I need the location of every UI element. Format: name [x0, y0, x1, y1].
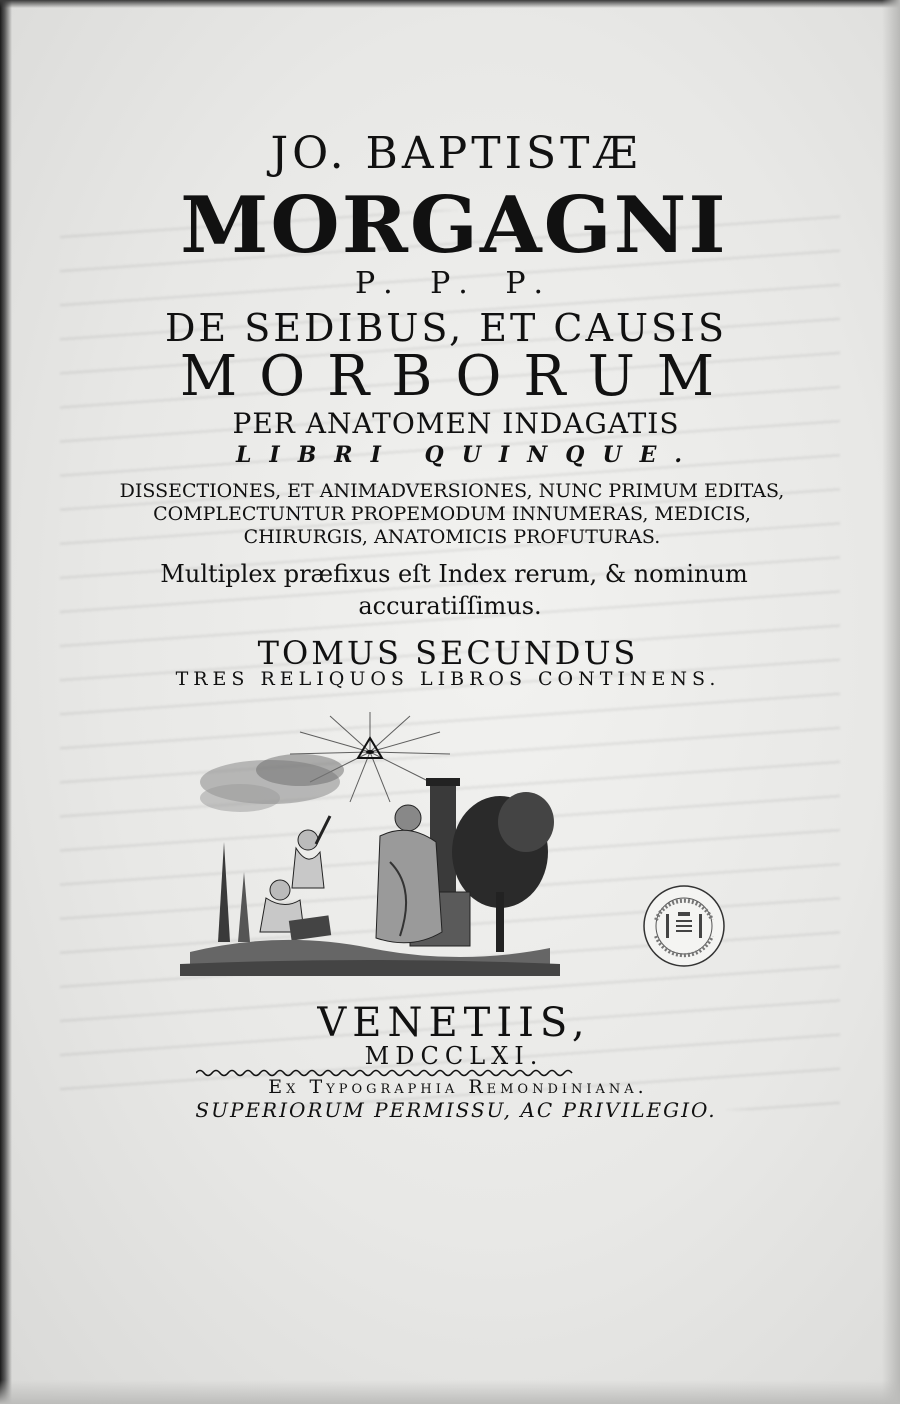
imprint-privilege: SUPERIORUM PERMISSU, AC PRIVILEGIO. — [195, 1098, 717, 1122]
description-line-3: CHIRURGIS, ANATOMICIS PROFUTURAS. — [243, 526, 661, 548]
page-edge-top — [0, 0, 900, 8]
library-stamp-icon — [642, 884, 726, 968]
author-surname: MORGAGNI — [180, 180, 728, 271]
volume-contents: TRES RELIQUOS LIBROS CONTINENS. — [175, 668, 721, 690]
work-title-line-3: PER ANATOMEN INDAGATIS — [232, 407, 680, 440]
imprint-year: MDCCLXI. — [364, 1042, 544, 1070]
page-edge-bottom — [0, 1380, 900, 1404]
author-first-name: JO. BAPTISTÆ — [270, 128, 642, 179]
books-count: LIBRI QUINQUE. — [235, 442, 701, 468]
imprint-printer: Ex Typographia Remondiniana. — [268, 1076, 648, 1098]
description-line-1: DISSECTIONES, ET ANIMADVERSIONES, NUNC PRIMUM EDITAS, — [119, 480, 785, 502]
description-line-2: COMPLECTUNTUR PROPEMODUM INNUMERAS, MEDICIS, — [153, 503, 751, 525]
work-title-line-2: MORBORUM — [179, 344, 737, 409]
index-note-line-1: Multiplex præfixus eſt Index rerum, & nominum — [160, 560, 748, 588]
volume-title: TOMUS SECUNDUS — [257, 634, 639, 672]
engraved-vignette-illustration — [180, 712, 560, 976]
index-note-line-2: accuratiſſimus. — [358, 592, 542, 620]
imprint-place: VENETIIS, — [317, 1000, 591, 1046]
author-title: P. P. P. — [355, 266, 557, 301]
work-title-line-1: DE SEDIBUS, ET CAUSIS — [164, 306, 728, 350]
